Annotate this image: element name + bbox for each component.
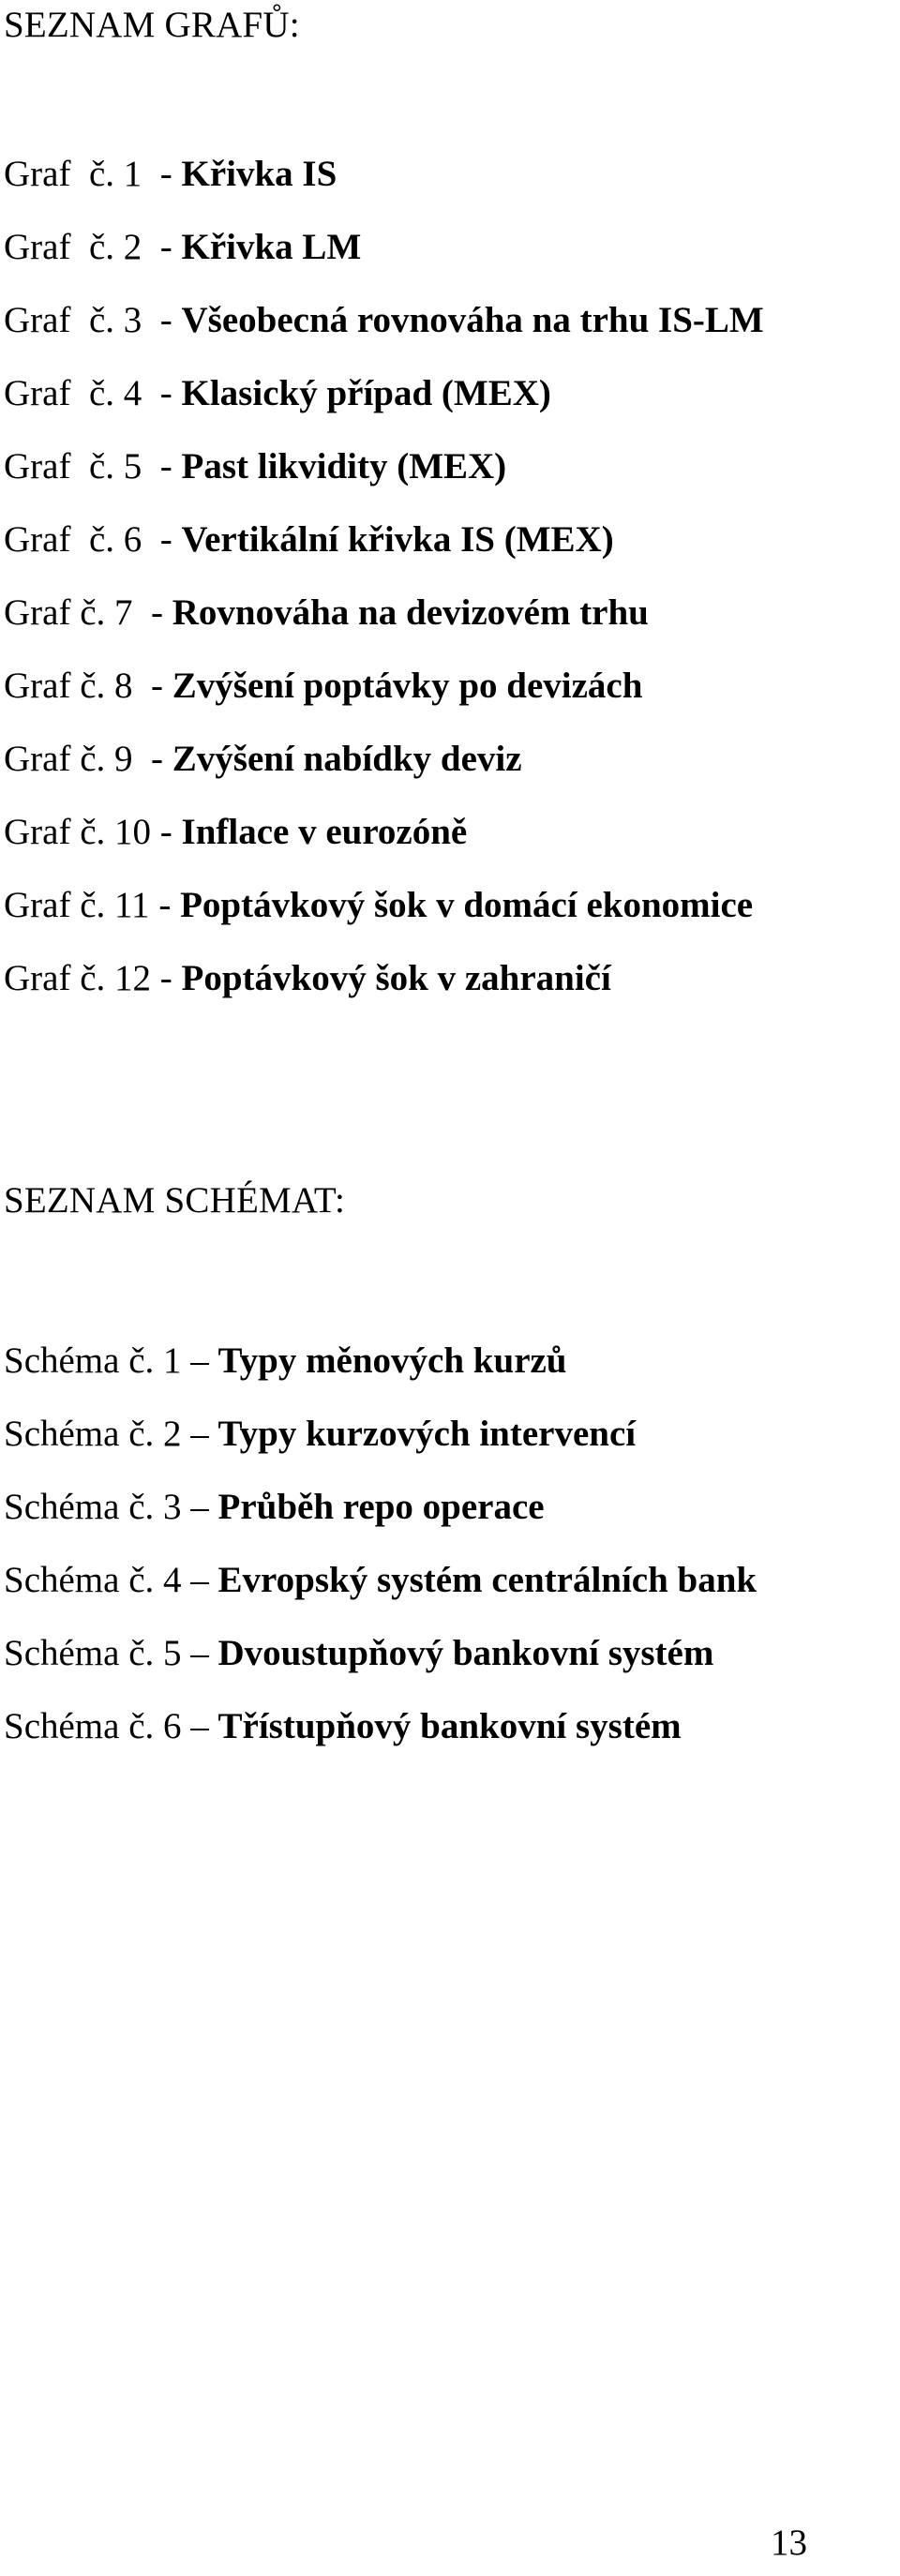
graph-entry-title: Poptávkový šok v domácí ekonomice [180, 885, 754, 925]
graph-entry-title: Inflace v eurozóně [181, 812, 468, 852]
graph-entry-number: Graf č. 9 [4, 739, 133, 779]
graph-entry-number: Graf č. 3 [4, 300, 142, 340]
scheme-entry [4, 1340, 567, 1382]
scheme-entry-separator: – [181, 1487, 218, 1527]
graph-entry [4, 812, 467, 853]
graph-entry-separator: - [142, 373, 182, 413]
graph-entry [4, 519, 614, 561]
graph-entry-title: Rovnováha na devizovém trhu [172, 592, 649, 633]
graph-entry-separator: - [132, 592, 172, 633]
graph-entry-title: Vertikální křivka IS (MEX) [181, 519, 614, 560]
scheme-entry-number: Schéma č. 2 [4, 1414, 182, 1454]
graph-entry [4, 592, 649, 634]
page-number: 13 [771, 2523, 807, 2563]
graph-entry [4, 666, 642, 707]
scheme-entry-separator: – [181, 1414, 218, 1454]
graph-entry-title: Zvýšení poptávky po devizách [172, 666, 643, 706]
graph-entry-number: Graf č. 2 [4, 227, 142, 267]
graph-entry-number: Graf č. 1 [4, 154, 142, 194]
scheme-entry-number: Schéma č. 1 [4, 1340, 182, 1381]
graph-entry-separator: - [142, 227, 182, 267]
graph-entry-number: Graf č. 10 [4, 812, 152, 852]
graph-entry-number: Graf č. 11 [4, 885, 150, 925]
graph-entry-title: Všeobecná rovnováha na trhu IS-LM [181, 300, 764, 340]
scheme-entry-number: Schéma č. 3 [4, 1487, 182, 1527]
graph-entry [4, 373, 551, 414]
scheme-entry [4, 1560, 757, 1601]
graph-entry-title: Klasický případ (MEX) [181, 373, 551, 413]
graph-entry [4, 885, 753, 926]
scheme-entry-separator: – [181, 1706, 218, 1746]
graph-entry-separator: - [149, 885, 181, 925]
graph-entry-title: Křivka IS [181, 154, 338, 194]
graph-entry [4, 958, 611, 999]
graph-entry-title: Past likvidity (MEX) [181, 446, 507, 487]
schemes-list-heading: SEZNAM SCHÉMAT: [4, 1180, 346, 1221]
graph-entry-separator: - [132, 666, 172, 706]
graph-entry-separator: - [142, 300, 182, 340]
graph-entry [4, 300, 764, 341]
graph-entry-separator: - [151, 958, 182, 998]
scheme-entry-title: Evropský systém centrálních bank [218, 1560, 758, 1600]
graph-entry [4, 739, 522, 780]
graph-entry-number: Graf č. 5 [4, 446, 142, 487]
scheme-entry-number: Schéma č. 6 [4, 1706, 182, 1746]
scheme-entry-separator: – [181, 1340, 218, 1381]
graph-entry [4, 227, 361, 268]
scheme-entry [4, 1706, 682, 1747]
scheme-entry-title: Typy měnových kurzů [218, 1340, 567, 1381]
scheme-entry [4, 1487, 545, 1528]
graph-entry-number: Graf č. 8 [4, 666, 133, 706]
scheme-entry-title: Průběh repo operace [218, 1487, 545, 1527]
graph-entry-number: Graf č. 7 [4, 592, 133, 633]
graph-entry-title: Křivka LM [181, 227, 362, 267]
scheme-entry-number: Schéma č. 5 [4, 1633, 182, 1673]
scheme-entry-separator: – [181, 1633, 218, 1673]
graph-entry-separator: - [132, 739, 172, 779]
scheme-entry-separator: – [181, 1560, 218, 1600]
graph-entry [4, 154, 337, 195]
scheme-entry [4, 1414, 636, 1455]
graph-entry-separator: - [142, 446, 182, 487]
scheme-entry-title: Typy kurzových intervencí [218, 1414, 637, 1454]
graph-entry [4, 446, 506, 487]
graph-entry-separator: - [151, 812, 182, 852]
scheme-entry-title: Třístupňový bankovní systém [218, 1706, 682, 1746]
graph-entry-title: Zvýšení nabídky deviz [172, 739, 522, 779]
graph-entry-separator: - [142, 154, 182, 194]
graphs-list-heading: SEZNAM GRAFŮ: [4, 5, 300, 45]
scheme-entry-number: Schéma č. 4 [4, 1560, 182, 1600]
scheme-entry [4, 1633, 713, 1674]
graph-entry-number: Graf č. 12 [4, 958, 152, 998]
graph-entry-number: Graf č. 4 [4, 373, 142, 413]
graph-entry-title: Poptávkový šok v zahraničí [181, 958, 611, 998]
graph-entry-separator: - [142, 519, 182, 560]
graph-entry-number: Graf č. 6 [4, 519, 142, 560]
scheme-entry-title: Dvoustupňový bankovní systém [218, 1633, 714, 1673]
